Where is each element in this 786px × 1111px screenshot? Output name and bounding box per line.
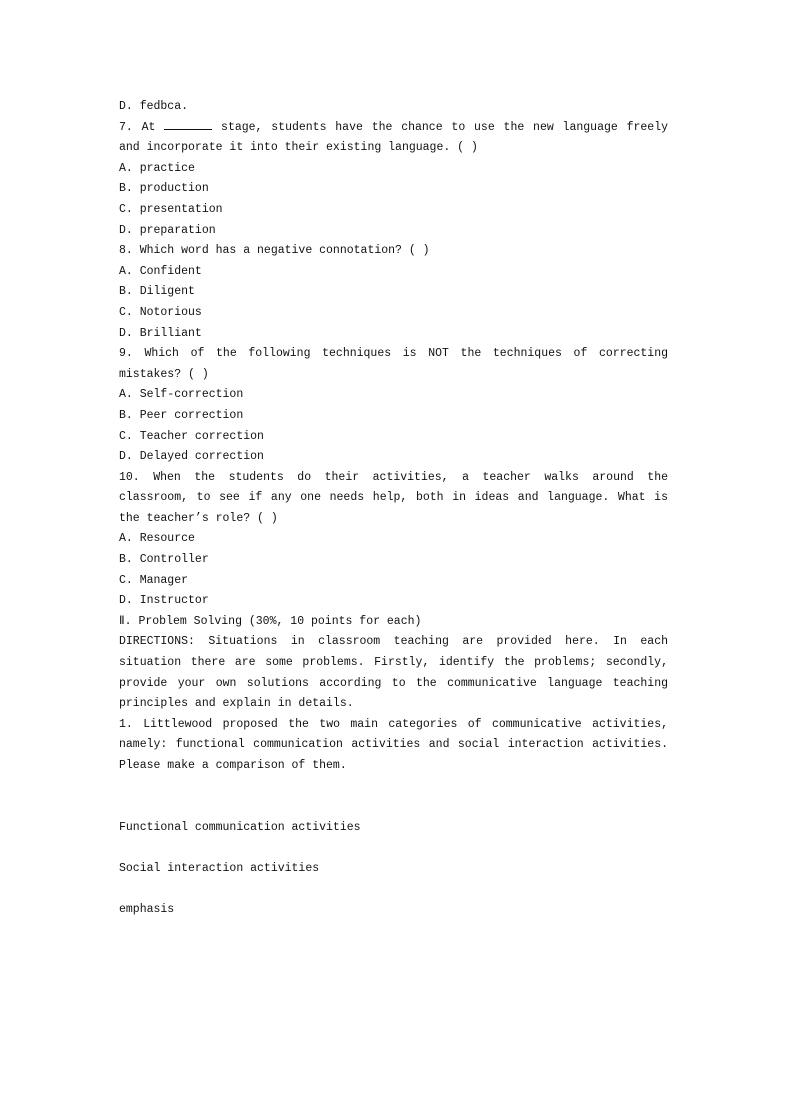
option: A. Self-correction [119,388,244,402]
option: D. Brilliant [119,326,202,340]
option: C. presentation [119,202,223,216]
option: C. Notorious [119,305,202,319]
table-label-emphasis: emphasis [119,903,175,917]
q7-suffix: stage, students have the chance to use the new language freely and incorporate it into their existing language. ( ) [119,120,668,155]
option: D. Instructor [119,594,209,608]
q7-question [119,118,668,159]
answer-blank [164,119,212,130]
table-label-functional: Functional communication activities [119,820,361,834]
problem-1: 1. Littlewood proposed the two main categories of communicative activities, namely: functional communication activities and social interaction activities. Please make a comparison of them. [119,717,668,772]
document-page [119,97,668,921]
option: C. Manager [119,573,189,587]
q9-question: 9. Which of the following techniques is NOT the techniques of correcting mistakes? ( ) [119,347,668,381]
q10-question: 10. When the students do their activities, a teacher walks around the classroom, to see if any one needs help, both in ideas and language. What is the teacher’s role? ( ) [119,470,668,525]
q7-prefix: 7. At [119,120,156,134]
option: D. preparation [119,223,216,237]
option: B. Diligent [119,285,195,299]
option: A. Resource [119,532,195,546]
option: B. Peer correction [119,408,244,422]
table-label-social: Social interaction activities [119,861,320,875]
directions: DIRECTIONS: Situations in classroom teaching are provided here. In each situation there are some problems. Firstly, identify the problems; secondly, provide your own solutions according to the communicative language teaching principles and explain in details. [119,635,668,711]
option: B. Controller [119,553,209,567]
option: A. Confident [119,264,202,278]
option: A. practice [119,161,195,175]
option: D. Delayed correction [119,450,264,464]
q8-question: 8. Which word has a negative connotation? ( ) [119,244,430,258]
option: B. production [119,182,209,196]
q6-option-d: D. fedbca. [119,100,189,113]
section-heading: Ⅱ. Problem Solving (30%, 10 points for each) [119,614,422,628]
option: C. Teacher correction [119,429,264,443]
